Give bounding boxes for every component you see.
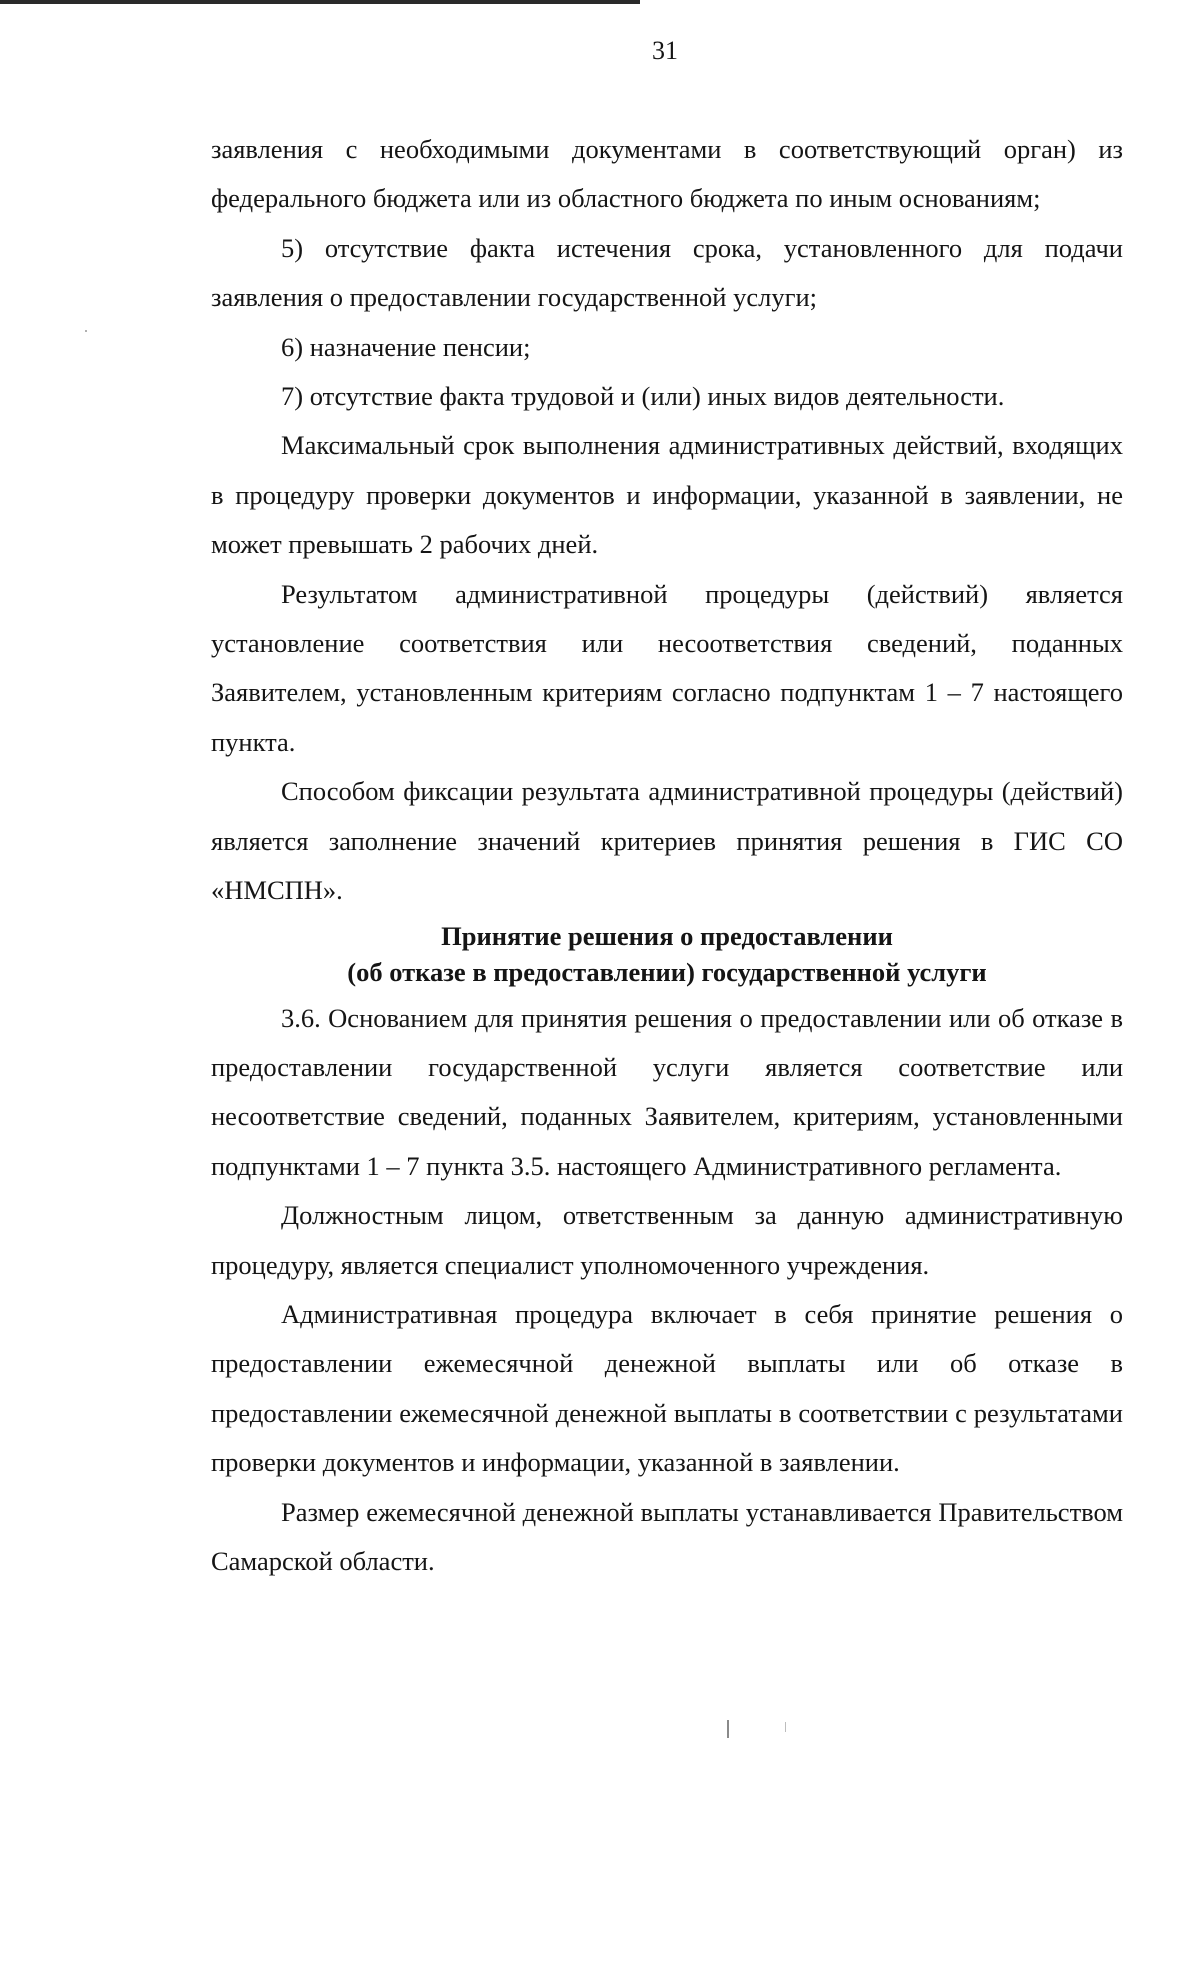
scan-top-edge bbox=[0, 0, 640, 4]
paragraph-fixation: Способом фиксации результата административной процедуры (действий) является заполнение значений критериев принятия решения в ГИС СО «НМСПН». bbox=[211, 776, 1123, 906]
paragraph-continuation: заявления с необходимыми документами в соответствующий орган) из федерального бюджета или из областного бюджета по иным основаниям; bbox=[211, 134, 1123, 214]
list-item-7: 7) отсутствие факта трудовой и (или) иных видов деятельности. bbox=[281, 381, 1005, 412]
list-item-6: 6) назначение пенсии; bbox=[281, 331, 531, 362]
page-number: 31 bbox=[652, 36, 678, 65]
list-item-5: 5) отсутствие факта истечения срока, установленного для подачи заявления о предоставлении государственной услуги; bbox=[211, 232, 1123, 313]
scan-speck bbox=[785, 1722, 786, 1732]
paragraph-procedure-includes: Административная процедура включает в себя принятие решения о предоставлении ежемесячной денежной выплаты или об отказе в предоставлении ежемесячной денежной выплаты в соответствии с результатами проверки документов и информации, указанной в заявлении. bbox=[211, 1298, 1123, 1478]
paragraph-responsible-official: Должностным лицом, ответственным за данную административную процедуру, является специалист уполномоченного учреждения. bbox=[211, 1200, 1123, 1280]
paragraph-payment-amount: Размер ежемесячной денежной выплаты устанавливается Правительством Самарской области. bbox=[211, 1496, 1123, 1576]
paragraph-3-6: 3.6. Основанием для принятия решения о предоставлении или об отказе в предоставлении государственной услуги является соответствие или несоответствие сведений, поданных Заявителем, критериям, установленными подпунктами 1 – 7 пункта 3.5. настоящего Административного регламента. bbox=[211, 1002, 1123, 1181]
section-heading-line-2: (об отказе в предоставлении) государственной услуги bbox=[347, 956, 987, 987]
section-heading-line-1: Принятие решения о предоставлении bbox=[441, 920, 893, 951]
document-body bbox=[211, 125, 1123, 1586]
scan-speck bbox=[727, 1720, 729, 1738]
paragraph-result: Результатом административной процедуры (действий) является установление соответствия или несоответствия сведений, поданных Заявителем, установленным критериям согласно подпунктам 1 – 7 настоящего пункта. bbox=[211, 578, 1123, 757]
section-heading bbox=[211, 918, 1123, 990]
paragraph-max-term: Максимальный срок выполнения административных действий, входящих в процедуру проверки документов и информации, указанной в заявлении, не может превышать 2 рабочих дней. bbox=[211, 430, 1123, 560]
scan-speck bbox=[85, 330, 87, 332]
